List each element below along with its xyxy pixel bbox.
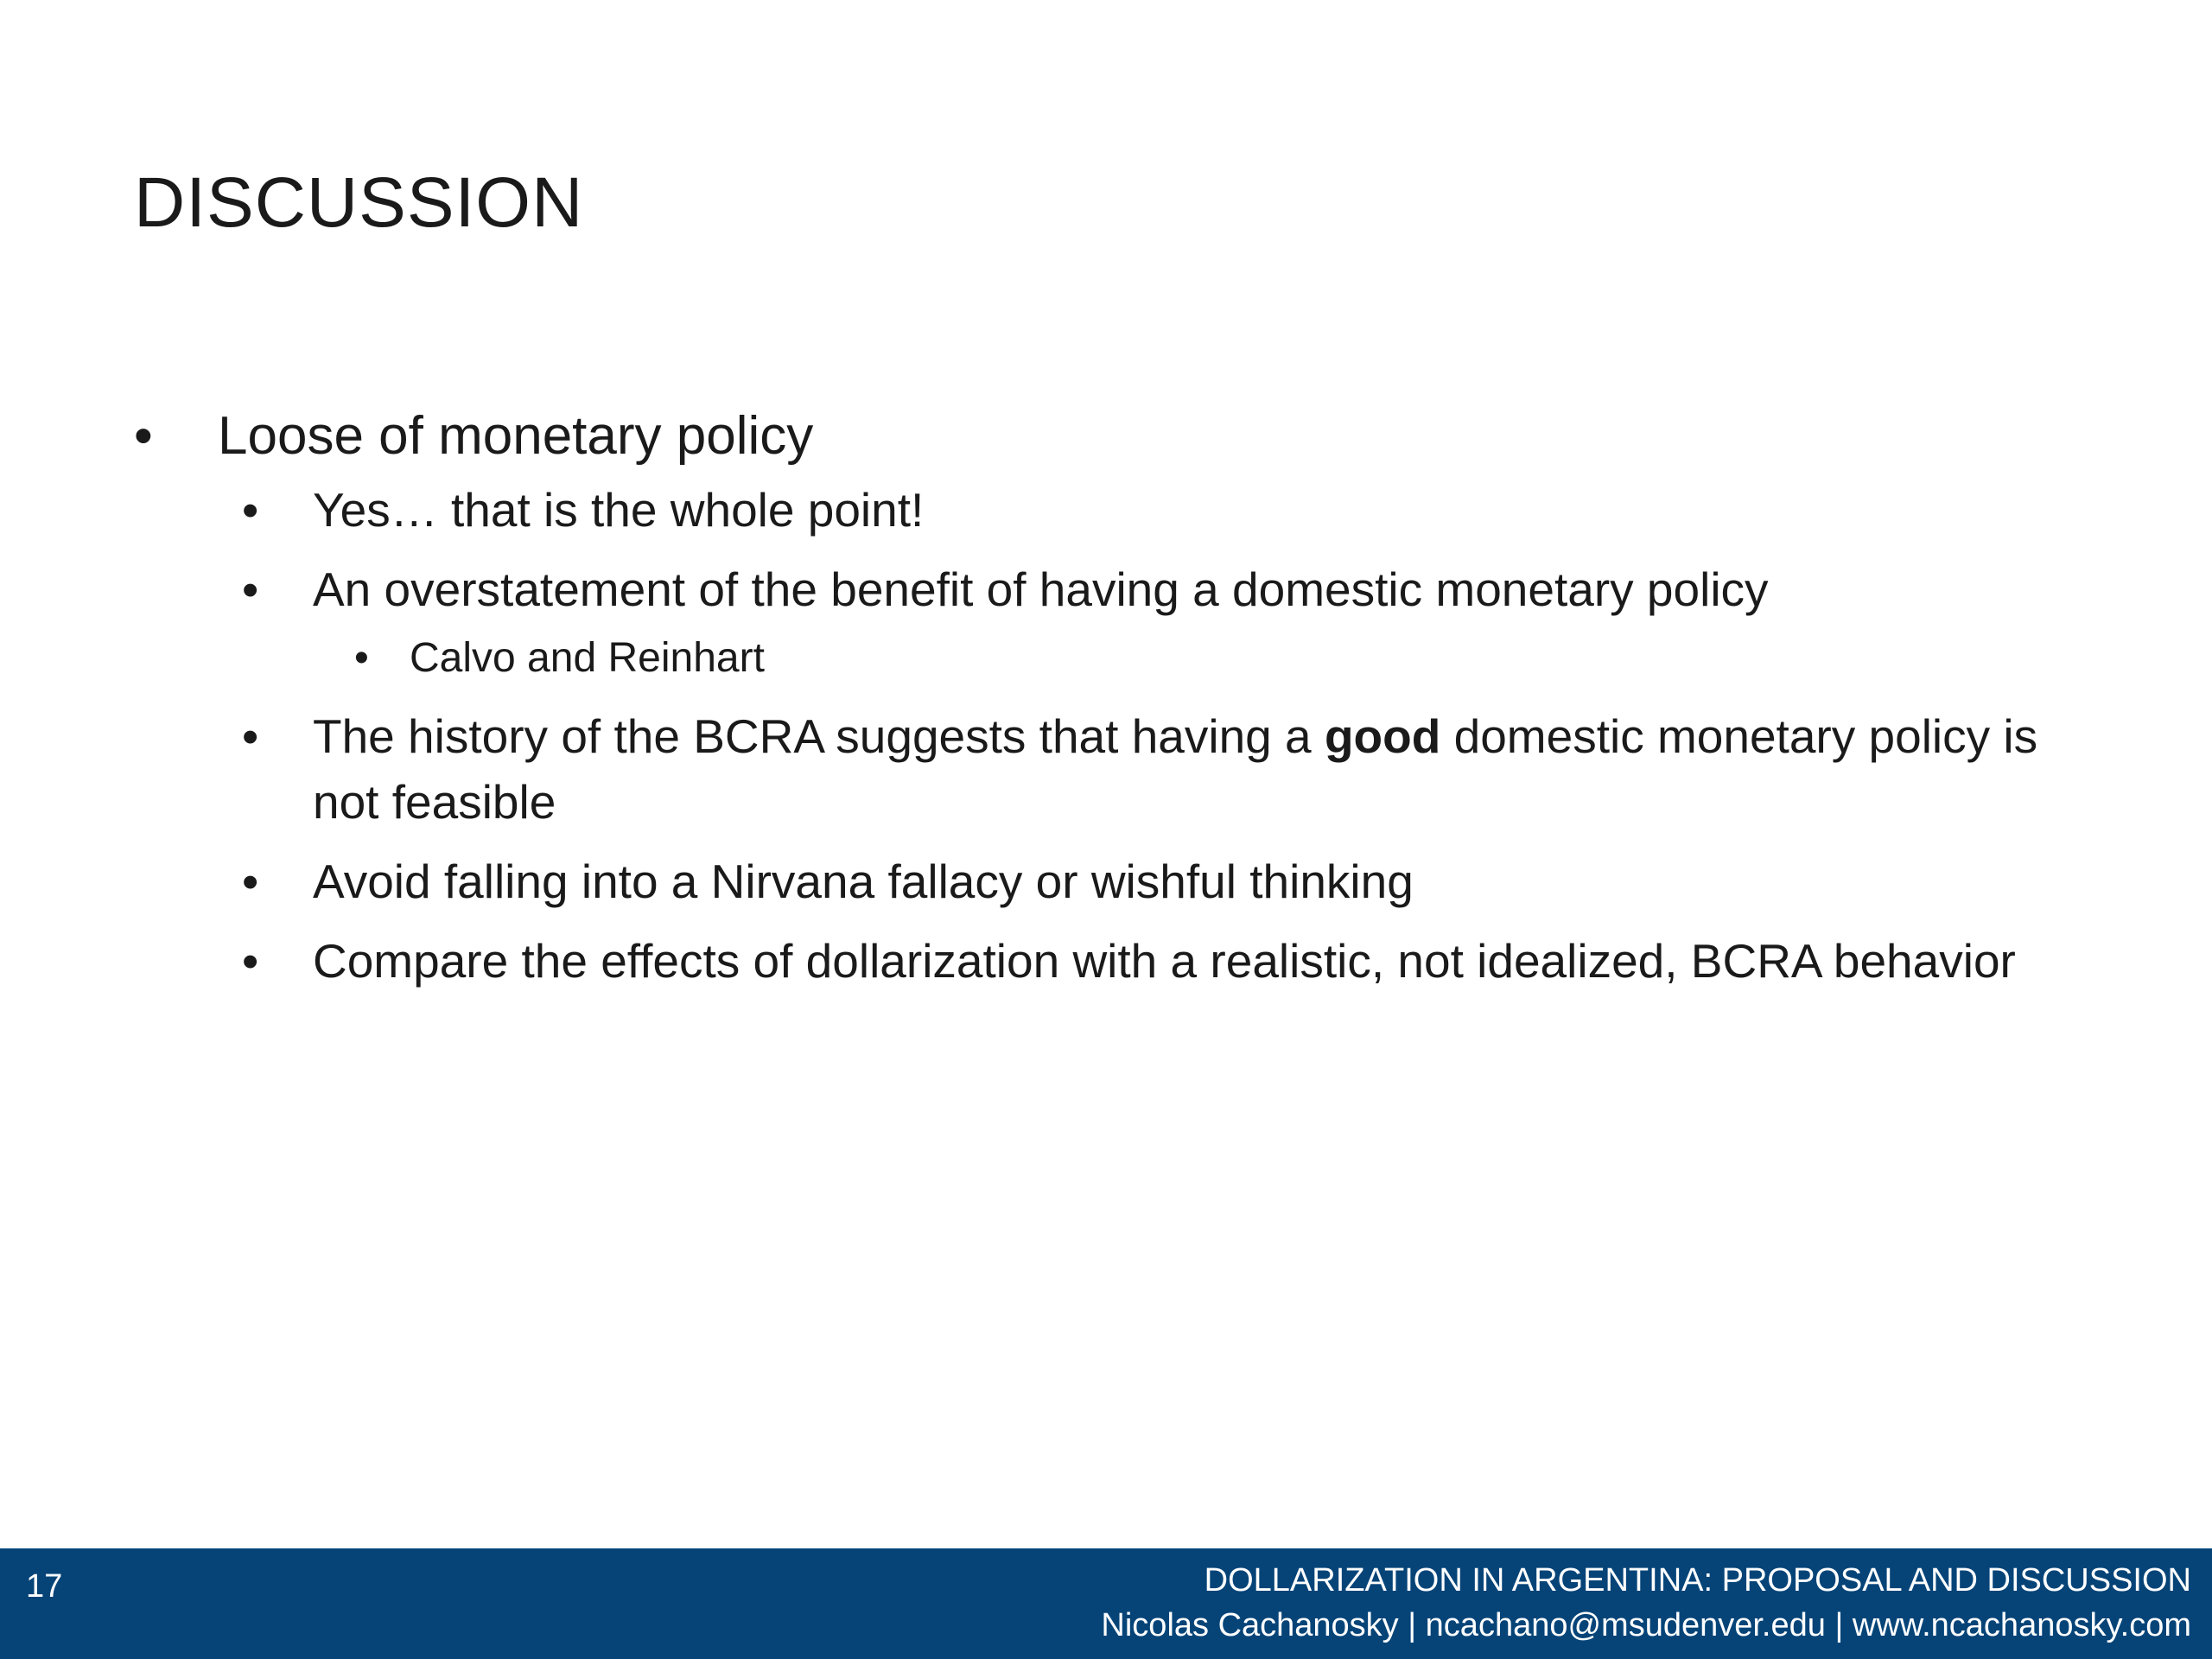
bullet-text: Loose of monetary policy (218, 406, 814, 466)
bullet-icon: • (242, 563, 259, 616)
bullet-text: Calvo and Reinhart (410, 635, 765, 681)
footer-bar (0, 1548, 2212, 1659)
bullet-text-part: The history of the BCRA suggests that having a (313, 709, 1325, 763)
bullet-text (313, 709, 2037, 829)
slide-title: DISCUSSION (134, 163, 584, 242)
bullet-text: Compare the effects of dollarization with a realistic, not idealized, BCRA behavior (313, 934, 2016, 988)
bullet-icon: • (134, 406, 153, 466)
sub-bullet-item (134, 849, 2078, 914)
bullet-icon: • (242, 855, 259, 908)
bullet-item (134, 399, 2078, 474)
bullet-text: An overstatement of the benefit of having a domestic monetary policy (313, 563, 1769, 616)
bullet-icon: • (354, 635, 369, 681)
bullet-text: Avoid falling into a Nirvana fallacy or wishful thinking (313, 855, 1414, 908)
bullet-text: Yes… that is the whole point! (313, 483, 925, 537)
sub-bullet-item (134, 703, 2078, 835)
bullet-list (134, 399, 2078, 1007)
sub-sub-bullet-item (134, 629, 2078, 688)
footer-title: DOLLARIZATION IN ARGENTINA: PROPOSAL AND DISCUSSION (1204, 1562, 2191, 1599)
footer-credits: Nicolas Cachanosky | ncachano@msudenver.edu | www.ncachanosky.com (1101, 1607, 2191, 1643)
bullet-icon: • (242, 483, 259, 537)
emphasized-word: good (1324, 709, 1441, 763)
bullet-icon: • (242, 709, 259, 763)
sub-bullet-item (134, 477, 2078, 543)
bullet-text-part: domestic monetary policy is not feasible (313, 709, 2038, 829)
sub-bullet-item (134, 928, 2078, 994)
sub-bullet-item (134, 556, 2078, 622)
bullet-icon: • (242, 934, 259, 988)
page-number: 17 (26, 1568, 63, 1605)
